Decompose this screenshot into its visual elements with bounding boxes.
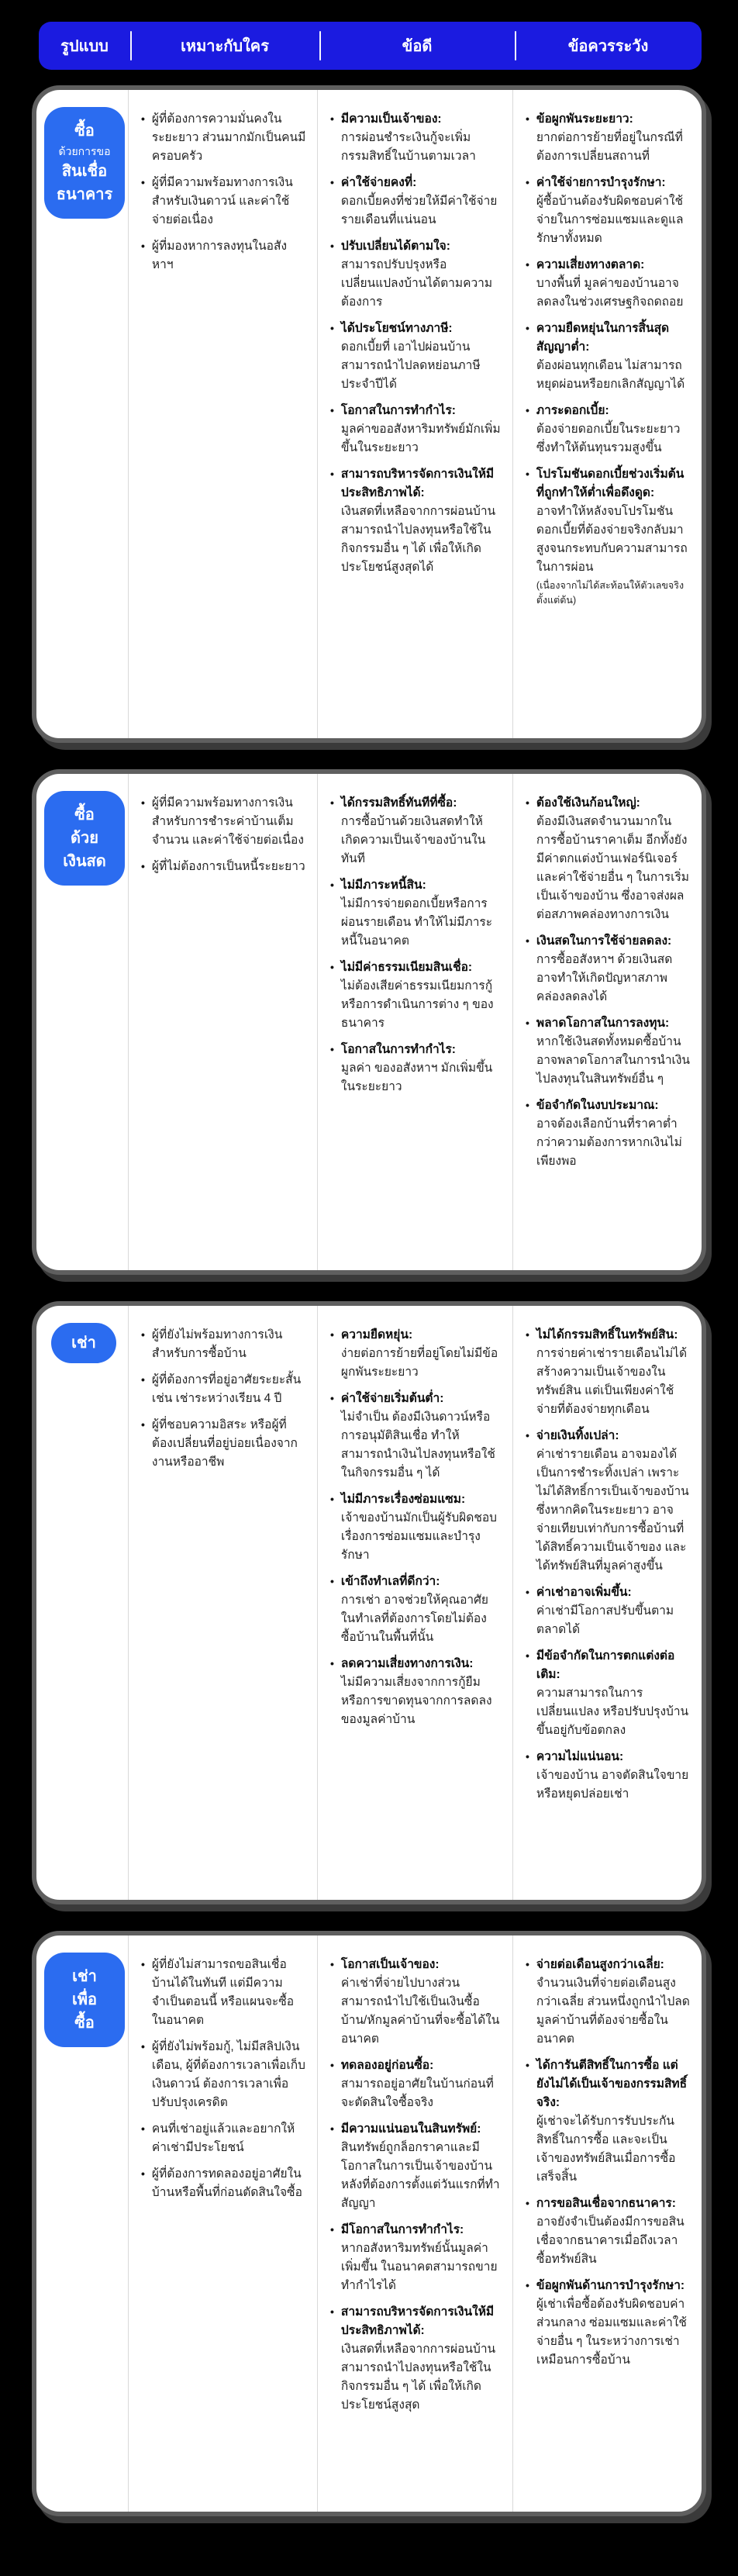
bullet-icon: • [141,796,145,809]
list-item [330,2056,502,2112]
item-description: ต้องมีเงินสดจำนวนมากในการซื้อบ้านราคาเต็ม อีกทั้งยังมีค่าตกแต่งบ้านเฟอร์นิเจอร์และค่าใช้จ่ายอื่น ๆ ในการเริ่มเป็นเจ้าของบ้าน ซึ่งอาจส่งผลต่อสภาพคล่องทางการเงิน [536,815,690,922]
bullet-icon: • [141,2040,145,2053]
list-item-text [152,1326,306,1363]
item-description: ง่ายต่อการย้ายที่อยู่โดยไม่มีข้อผูกพันระยะยาว [340,1347,498,1380]
list-item-text [341,958,502,1033]
list-item [330,402,502,458]
bullet-icon: • [330,1575,334,1588]
item-description: ต้องจ่ายดอกเบี้ยในระยะยาว ซึ่งทำให้ต้นทุนรวมสูงขึ้น [536,423,681,455]
list-item-text [341,2120,502,2213]
list-item-text [341,2221,502,2295]
item-title: ค่าเช่าอาจเพิ่มขึ้น: [536,1586,632,1600]
cautions-column-list [524,1324,692,1804]
list-item-text [341,110,502,166]
item-description: ผู้ซื้อบ้านต้องรับผิดชอบค่าใช้จ่ายในการซ่อมแซมและดูแลรักษาทั้งหมด [536,195,684,246]
badge-line: ด้วย [71,830,98,847]
list-item [141,237,306,275]
list-item [330,174,502,230]
item-description: อาจทำให้หลังจบโปรโมชันดอกเบี้ยที่ต้องจ่ายจริงกลับมาสูงจนกระทบกับความสามารถในการผ่อน [536,505,688,575]
item-title: ไม่ได้กรรมสิทธิ์ในทรัพย์สิน: [536,1328,678,1342]
bullet-icon: • [330,1493,334,1506]
list-item [141,174,306,230]
item-description: ความสามารถในการเปลี่ยนแปลง หรือปรับปรุงบ้านขึ้นอยู่กับข้อตกลง [536,1687,689,1738]
badge-line: เงินสด [63,853,106,870]
list-item-text [152,2165,306,2202]
bullet-icon: • [330,1958,334,1970]
list-item-text [152,858,306,876]
badge-line: เช่า [71,1335,96,1352]
item-description: มูลค่าขออสังหาริมทรัพย์มักเพิ่มขึ้นในระยะยาว [340,423,501,455]
list-item [526,1583,691,1639]
item-description: ผู้ที่ไม่ต้องการเป็นหนี้ระยะยาว [151,860,305,874]
item-title: ข้อจำกัดในงบประมาณ: [536,1099,659,1113]
badge-line: ซื้อ [74,806,95,824]
badge-line: สินเชื่อ [61,163,108,181]
item-title: ทดลองอยู่ก่อนซื้อ: [340,2059,434,2073]
item-description: ค่าเช่ามีโอกาสปรับขึ้นตามตลาดได้ [536,1604,674,1637]
list-item-text [341,1326,502,1382]
item-description: บางพื้นที่ มูลค่าของบ้านอาจลดลงในช่วงเศรษฐกิจถดถอย [536,277,684,309]
item-description: ผู้ที่ต้องการความมั่นคงในระยะยาว ส่วนมากมักเป็นคนมีครอบครัว [151,112,306,164]
item-title: ค่าใช้จ่ายการบำรุงรักษา: [536,176,666,190]
bullet-icon: • [141,2167,145,2181]
list-item [330,1490,502,1565]
list-item-text [536,402,691,458]
item-title: ค่าใช้จ่ายเริ่มต้นต่ำ: [340,1392,444,1406]
option-badge [44,1953,125,2047]
option-badge [44,791,125,886]
cautions-column [512,90,702,738]
list-item [526,174,691,248]
item-description: อาจยังจำเป็นต้องมีการขอสินเชื่อจากธนาคารเมื่อถึงเวลาซื้อทรัพย์สิน [536,2215,685,2267]
bullet-icon: • [526,468,529,481]
item-description: ดอกเบี้ยคงที่ช่วยให้มีค่าใช้จ่ายรายเดือนที่แน่นอน [340,195,498,227]
item-title: ได้ประโยชน์ทางภาษี: [340,322,453,336]
item-title: เงินสดในการใช้จ่ายลดลง: [536,934,672,948]
list-item [330,1390,502,1483]
item-description: ไม่มีความเสี่ยงจากการกู้ยืมหรือการขาดทุนจากการลดลงของมูลค่าบ้าน [340,1676,492,1727]
bullet-icon: • [526,258,529,271]
list-item [330,2120,502,2213]
option-card-4 [32,1931,706,2516]
cautions-column-list [524,1954,692,2370]
bullet-icon: • [526,1017,529,1030]
badge-line: ซื้อ [74,2015,95,2032]
list-item [141,1416,306,1472]
list-item [141,2038,306,2112]
item-description: การซื้อบ้านด้วยเงินสดทำให้เกิดความเป็นเจ้าของบ้านในทันที [340,815,486,866]
option-card-2 [32,769,706,1275]
list-item-text [536,1748,691,1804]
list-item [526,110,691,166]
item-title: จ่ายต่อเดือนสูงกว่าเฉลี่ย: [536,1958,664,1971]
bullet-icon: • [141,2122,145,2136]
item-title: ได้การันตีสิทธิ์ในการซื้อ แต่ยังไม่ได้เป็นเจ้าของกรรมสิทธิ์จริง: [536,2059,688,2110]
bullet-icon: • [141,1328,145,1341]
list-item [330,1326,502,1382]
item-description: ผู้ที่ยังไม่พร้อมทางการเงินสำหรับการซื้อบ้าน [151,1328,283,1361]
list-item [141,1956,306,2030]
bullet-icon: • [526,796,529,809]
item-title: เข้าถึงทำเลที่ดีกว่า: [340,1575,440,1589]
item-description: ผู้ที่มีความพร้อมทางการเงินสำหรับเงินดาวน์ และค่าใช้จ่ายต่อเนื่อง [151,176,293,227]
list-item-text [536,1014,691,1089]
badge-line: ธนาคาร [56,186,113,204]
bullet-icon: • [330,1392,334,1405]
item-description: อาจต้องเลือกบ้านที่ราคาต่ำกว่าความต้องการหากเงินไม่เพียงพอ [536,1117,682,1169]
bullet-icon: • [330,112,334,125]
item-title: ความไม่แน่นอน: [536,1750,624,1764]
item-description: เจ้าของบ้านมักเป็นผู้รับผิดชอบเรื่องการซ่อมแซมและบำรุงรักษา [340,1511,497,1563]
bullet-icon: • [526,322,529,335]
bullet-icon: • [526,2059,529,2072]
list-item-text [341,1390,502,1483]
item-description: ผู้ที่ชอบความอิสระ หรือผู้ที่ต้องเปลี่ยนที่อยู่บ่อยเนื่องจากงานหรืออาชีพ [151,1418,298,1469]
list-item [330,465,502,577]
list-item-text [341,174,502,230]
item-title: การขอสินเชื่อจากธนาคาร: [536,2197,676,2211]
list-item [141,110,306,166]
item-title: มีโอกาสในการทำกำไร: [340,2223,464,2237]
list-item-text [152,1956,306,2030]
item-description: ต้องผ่อนทุกเดือน ไม่สามารถหยุดผ่อนหรือยกเลิกสัญญาได้ [536,359,685,392]
item-description: ผู้เช่าเพื่อซื้อต้องรับผิดชอบค่าส่วนกลาง ซ่อมแซมและค่าใช้จ่ายอื่น ๆ ในระหว่างการเช่า เหมือนการซื้อบ้าน [536,2298,687,2367]
list-item-text [536,1096,691,1171]
list-item-text [152,237,306,275]
item-title: ไม่มีภาระเรื่องซ่อมแซม: [340,1493,466,1507]
list-item [526,2277,691,2370]
item-description: สามารถอยู่อาศัยในบ้านก่อนที่จะตัดสินใจซื้อจริง [340,2077,494,2110]
item-title: ปรับเปลี่ยนได้ตามใจ: [340,240,450,254]
bullet-icon: • [526,176,529,189]
bullet-icon: • [330,322,334,335]
list-item [526,932,691,1007]
item-title: มีความแน่นอนในสินทรัพย์: [340,2122,481,2136]
list-item-text [536,1956,691,2049]
list-item-text [341,2056,502,2112]
option-card-3 [32,1301,706,1904]
item-description: ผู้ที่ยังไม่พร้อมกู้, ไม่มีสลิปเงินเดือน, ผู้ที่ต้องการเวลาเพื่อเก็บเงินดาวน์ ต้องการเวลาเพื่อปรับปรุงเครดิต [151,2040,305,2110]
list-item-text [536,2056,691,2187]
list-item [526,1326,691,1419]
item-description: ผู้ที่ต้องการที่อยู่อาศัยระยะสั้น เช่น เช่าระหว่างเรียน 4 ปี [151,1373,302,1406]
list-item-text [536,1326,691,1419]
list-item-text [536,1427,691,1576]
bullet-icon: • [330,1657,334,1670]
bullet-icon: • [141,1418,145,1431]
bullet-icon: • [330,2305,334,2319]
bullet-icon: • [526,2279,529,2292]
list-item-text [536,2194,691,2269]
item-title: ค่าใช้จ่ายคงที่: [340,176,417,190]
suitable-column-list [140,1324,308,1472]
list-item-text [341,1041,502,1096]
list-item [330,110,502,166]
bullet-icon: • [526,1099,529,1112]
item-title: จ่ายเงินทิ้งเปล่า: [536,1429,619,1443]
list-item [141,858,306,876]
item-description: หากใช้เงินสดทั้งหมดซื้อบ้าน อาจพลาดโอกาสในการนำเงินไปลงทุนในสินทรัพย์อื่น ๆ [536,1035,691,1086]
list-item-text [341,319,502,394]
cautions-column [512,1935,702,2512]
bullet-icon: • [526,1429,529,1442]
bullet-icon: • [141,860,145,873]
list-item [526,465,691,608]
item-description: ค่าเช่าที่จ่ายไปบางส่วนสามารถนำไปใช้เป็นเงินซื้อบ้าน/หักมูลค่าบ้านที่จะซื้อได้ในอนาคต [340,1977,500,2046]
pros-column-list [329,109,503,577]
list-item [330,1956,502,2049]
bullet-icon: • [330,961,334,974]
list-item-text [536,794,691,924]
list-item [526,794,691,924]
bullet-icon: • [330,468,334,481]
list-item [526,1647,691,1740]
list-item [526,1427,691,1576]
bullet-icon: • [526,2197,529,2210]
bullet-icon: • [141,176,145,189]
list-item-text [536,1583,691,1639]
item-description: คนที่เช่าอยู่แล้วและอยากให้ค่าเช่ามีประโยชน์ [151,2122,295,2155]
bullet-icon: • [141,1373,145,1386]
suitable-column [128,1306,317,1900]
list-item-text [152,2038,306,2112]
list-item [330,237,502,312]
item-title: ภาระดอกเบี้ย: [536,404,609,418]
item-description: เงินสดที่เหลือจากการผ่อนบ้านสามารถนำไปลงทุนหรือใช้ในกิจกรรมอื่น ๆ ได้ เพื่อให้เกิดประโยชน์สูงสุด [340,2343,496,2412]
item-description: ไม่ต้องเสียค่าธรรมเนียมการกู้หรือการดำเนินการต่าง ๆ ของธนาคาร [340,979,494,1031]
pros-column [317,1306,512,1900]
list-item [526,2194,691,2269]
item-description: สินทรัพย์ถูกล็อกราคาและมีโอกาสในการเป็นเจ้าของบ้านหลังที่ต้องการตั้งแต่วันแรกที่ทำสัญญา [340,2141,500,2211]
cautions-column-list [524,109,692,608]
suitable-column [128,774,317,1270]
list-item [526,1014,691,1089]
item-description: ยากต่อการย้ายที่อยู่ในกรณีที่ต้องการเปลี่ยนสถานที่ [536,131,683,164]
item-title: ไม่มีภาระหนี้สิน: [340,879,426,893]
bullet-icon: • [330,1328,334,1341]
list-item-text [341,402,502,458]
badge-line: ด้วยการขอ [58,145,111,157]
list-item-text [536,256,691,312]
item-title: สามารถบริหารจัดการเงินให้มีประสิทธิภาพได้: [340,2305,495,2338]
list-item-text [152,110,306,166]
list-item-text [536,1647,691,1740]
list-item-text [152,2120,306,2157]
bullet-icon: • [141,1958,145,1970]
list-item-text [536,110,691,166]
bullet-icon: • [330,879,334,892]
badge-column [36,1935,128,2512]
item-description: การจ่ายค่าเช่ารายเดือนไม่ได้สร้างความเป็นเจ้าของในทรัพย์สิน แต่เป็นเพียงค่าใช้จ่ายที่ต้องจ่ายทุกเดือน [536,1347,688,1417]
item-title: โอกาสในการทำกำไร: [340,404,456,418]
item-title: ลดความเสี่ยงทางการเงิน: [340,1657,474,1671]
badge-column [36,90,128,738]
item-description: การซื้ออสังหาฯ ด้วยเงินสดอาจทำให้เกิดปัญหาสภาพคล่องลดลงได้ [536,953,673,1004]
list-item-text [536,932,691,1007]
item-description: ผู้ที่ต้องการทดลองอยู่อาศัยในบ้านหรือพื้นที่ก่อนตัดสินใจซื้อ [151,2167,302,2200]
list-item-text [341,1490,502,1565]
list-item [526,1096,691,1171]
item-title: โอกาสในการทำกำไร: [340,1043,456,1057]
table-header [39,22,702,70]
header-col-suitable: เหมาะกับใคร [130,22,319,70]
cautions-column [512,774,702,1270]
list-item [141,794,306,850]
bullet-icon: • [141,112,145,125]
bullet-icon: • [141,240,145,253]
suitable-column-list [140,792,308,876]
item-title: ข้อผูกพันระยะยาว: [536,112,633,126]
item-description: มูลค่า ของอสังหาฯ มักเพิ่มขึ้นในระยะยาว [340,1062,493,1094]
list-item [330,876,502,951]
list-item [330,1573,502,1647]
badge-line: เช่า [72,1968,97,1985]
item-description: สามารถปรับปรุงหรือเปลี่ยนแปลงบ้านได้ตามความต้องการ [340,258,493,309]
bullet-icon: • [330,2122,334,2136]
list-item-text [536,2277,691,2370]
pros-column-list [329,1324,503,1729]
bullet-icon: • [526,404,529,417]
item-description: การผ่อนชำระเงินกู้จะเพิ่มกรรมสิทธิ์ในบ้านตามเวลา [340,131,476,164]
item-description: ผู้ที่มองหาการลงทุนในอสังหาฯ [151,240,288,272]
list-item [526,402,691,458]
item-description: เจ้าของบ้าน อาจตัดสินใจขายหรือหยุดปล่อยเช่า [536,1769,689,1801]
list-item [330,2303,502,2415]
list-item-text [536,319,691,394]
list-item-text [152,1371,306,1408]
list-item [526,319,691,394]
list-item [526,256,691,312]
list-item [330,1655,502,1729]
list-item [330,319,502,394]
list-item [141,2120,306,2157]
badge-line: ซื้อ [74,123,95,140]
suitable-column [128,1935,317,2512]
list-item-text [341,1956,502,2049]
item-description: ค่าเช่ารายเดือน อาจมองได้เป็นการชำระทิ้งเปล่า เพราะไม่ได้สิทธิ์การเป็นเจ้าของบ้าน ซึ่งหากคิดในระยะยาว อาจจ่ายเทียบเท่ากับการซื้อบ้านที่ได้สิทธิ์ความเป็นเจ้าของ และได้ทรัพย์สินที่มูลค่าสูงขึ้น [536,1448,689,1573]
list-item-text [341,237,502,312]
item-title: โอกาสเป็นเจ้าของ: [340,1958,440,1971]
item-description: ผู้ที่มีความพร้อมทางการเงินสำหรับการชำระค่าบ้านเต็มจำนวน และค่าใช้จ่ายต่อเนื่อง [151,796,304,848]
header-col-cautions: ข้อควรระวัง [515,22,702,70]
item-description: เงินสดที่เหลือจากการผ่อนบ้านสามารถนำไปลงทุนหรือใช้ในกิจกรรมอื่น ๆ ได้ เพื่อให้เกิดประโยชน์สูงสุดได้ [340,505,496,575]
cards [0,85,738,2516]
list-item-text [152,174,306,230]
item-title: ต้องใช้เงินก้อนใหญ่: [536,796,640,810]
option-badge [51,1323,116,1363]
list-item [141,2165,306,2202]
pros-column [317,774,512,1270]
suitable-column-list [140,109,308,275]
pros-column-list [329,1954,503,2415]
badge-line: เพื่อ [71,1991,98,2008]
bullet-icon: • [526,1958,529,1970]
pros-column [317,90,512,738]
item-description: การเช่า อาจช่วยให้คุณอาศัยในทำเลที่ต้องการโดยไม่ต้องซื้อบ้านในพื้นที่นั้น [340,1594,489,1645]
cautions-column-list [524,792,692,1171]
item-description: ดอกเบี้ยที่ เอาไปผ่อนบ้านสามารถนำไปลดหย่อนภาษีประจำปีได้ [340,340,481,392]
item-title: ความยืดหยุ่นในการสิ้นสุดสัญญาต่ำ: [536,322,670,354]
item-title: มีข้อจำกัดในการตกแต่งต่อเติม: [536,1649,675,1682]
list-item-text [341,465,502,577]
list-item [141,1326,306,1363]
list-item [526,2056,691,2187]
item-title: ได้กรรมสิทธิ์ทันทีที่ซื้อ: [340,796,457,810]
bullet-icon: • [526,1750,529,1763]
header-col-format: รูปแบบ [60,38,109,55]
bullet-icon: • [330,240,334,253]
suitable-column [128,90,317,738]
bullet-icon: • [330,176,334,189]
list-item [526,1956,691,2049]
option-card-1 [32,85,706,743]
pros-column-list [329,792,503,1096]
item-note: (เนื่องจากไม่ได้สะท้อนให้ตัวเลขจริงตั้งแต่ต้น) [536,580,685,606]
list-item-text [341,1655,502,1729]
bullet-icon: • [330,2059,334,2072]
item-title: โปรโมชันดอกเบี้ยช่วงเริ่มต้น ที่ถูกทำให้ต่ำเพื่อดึงดูด: [536,468,685,500]
bullet-icon: • [526,1328,529,1341]
bullet-icon: • [526,1649,529,1663]
badge-column [36,774,128,1270]
list-item [330,958,502,1033]
cautions-column [512,1306,702,1900]
item-title: ความยืดหยุ่น: [340,1328,413,1342]
list-item-text [536,465,691,608]
list-item [330,2221,502,2295]
suitable-column-list [140,1954,308,2202]
item-title: พลาดโอกาสในการลงทุน: [536,1017,670,1031]
item-description: หากอสังหาริมทรัพย์นั้นมูลค่าเพิ่มขึ้น ในอนาคตสามารถขายทำกำไรได้ [340,2242,498,2293]
item-title: สามารถบริหารจัดการเงินให้มีประสิทธิภาพได้: [340,468,495,500]
list-item [526,1748,691,1804]
option-badge [44,107,125,219]
list-item-text [341,794,502,868]
header-col-pros: ข้อดี [319,22,515,70]
list-item-text [341,1573,502,1647]
list-item-text [152,794,306,850]
bullet-icon: • [330,2223,334,2236]
item-description: ไม่จำเป็น ต้องมีเงินดาวน์หรือการอนุมัติสินเชื่อ ทำให้สามารถนำเงินไปลงทุนหรือใช้ในกิจกรรมอื่น ๆ ได้ [340,1411,495,1480]
bullet-icon: • [330,1043,334,1056]
item-title: มีความเป็นเจ้าของ: [340,112,442,126]
item-description: ไม่มีการจ่ายดอกเบี้ยหรือการผ่อนรายเดือน ทำให้ไม่มีภาระหนี้ในอนาคต [340,897,493,948]
list-item [330,794,502,868]
bullet-icon: • [330,404,334,417]
list-item [330,1041,502,1096]
list-item-text [341,2303,502,2415]
item-title: ไม่มีค่าธรรมเนียมสินเชื่อ: [340,961,473,975]
badge-column [36,1306,128,1900]
item-description: ผู้เช่าจะได้รับการรับประกันสิทธิ์ในการซื้อ และจะเป็นเจ้าของทรัพย์สินเมื่อการซื้อเสร็จสิ้น [536,2115,676,2184]
list-item-text [536,174,691,248]
bullet-icon: • [526,934,529,948]
bullet-icon: • [526,112,529,125]
list-item-text [341,876,502,951]
item-description: ผู้ที่ยังไม่สามารถขอสินเชื่อบ้านได้ในทันที แต่มีความจำเป็นตอนนี้ หรือแผนจะซื้อในอนาคต [151,1958,295,2028]
item-title: ข้อผูกพันด้านการบำรุงรักษา: [536,2279,685,2293]
list-item [141,1371,306,1408]
list-item-text [152,1416,306,1472]
item-description: จำนวนเงินที่จ่ายต่อเดือนสูงกว่าเฉลี่ย ส่วนหนึ่งถูกนำไปลดมูลค่าบ้านที่ต้องจ่ายซื้อในอนาคต [536,1977,690,2046]
bullet-icon: • [330,796,334,809]
bullet-icon: • [526,1586,529,1599]
item-title: ความเสี่ยงทางตลาด: [536,258,645,272]
pros-column [317,1935,512,2512]
